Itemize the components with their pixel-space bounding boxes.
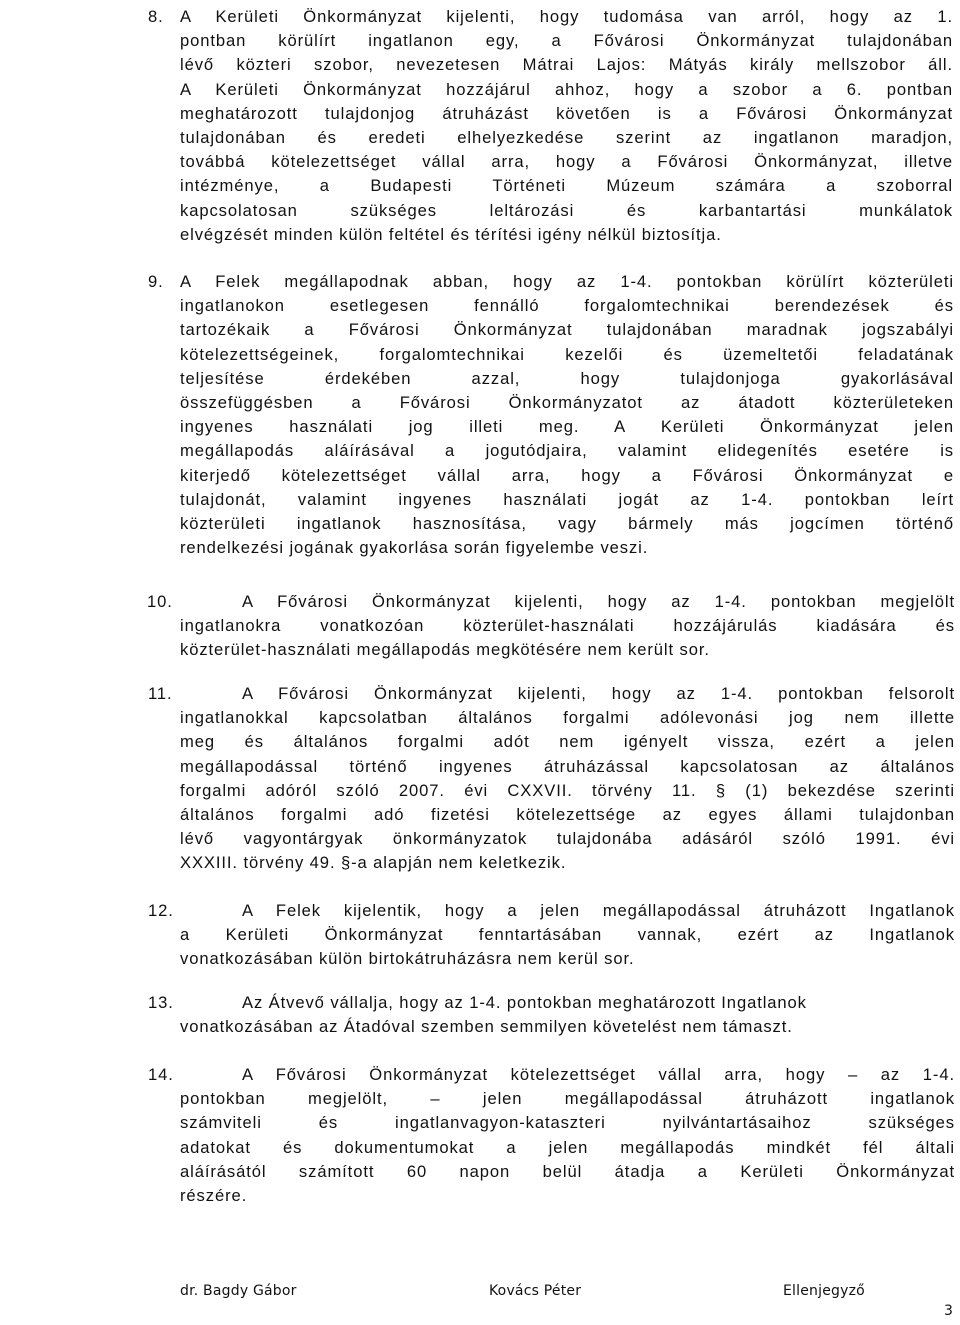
text-line: rendelkezési jogának gyakorlása során figyelembe veszi. — [180, 538, 649, 558]
paragraph-number: 9. — [148, 272, 164, 291]
text-line: ingatlanokra vonatkozóan közterület-használati hozzájárulás kiadására és — [180, 616, 955, 636]
text-line: pontban körülírt ingatlanon egy, a Fővárosi Önkormányzat tulajdonában — [180, 31, 953, 51]
paragraph-number: 13. — [148, 993, 174, 1012]
text-line: meghatározott tulajdonjog átruházást követően is a Fővárosi Önkormányzat — [180, 103, 953, 123]
text-line: A Kerületi Önkormányzat kijelenti, hogy tudomása van arról, hogy az 1. — [180, 7, 953, 26]
paragraph-number: 14. — [148, 1065, 174, 1084]
text-line: ingyenes használati jog illeti meg. A Kerületi Önkormányzat jelen — [180, 417, 954, 437]
paragraph-13 — [148, 991, 955, 1039]
text-line: általános forgalmi adó fizetési kötelezettsége az egyes állami tulajdonban — [180, 805, 955, 825]
text-line: A Fővárosi Önkormányzat kötelezettséget vállal arra, hogy – az 1-4. — [242, 1065, 955, 1084]
text-line: kiterjedő kötelezettséget vállal arra, hogy a Fővárosi Önkormányzat e — [180, 465, 954, 485]
text-line: vonatkozásában külön birtokátruházásra nem kerül sor. — [180, 949, 635, 969]
paragraph-9 — [148, 270, 954, 560]
text-line: közterület-használati megállapodás megkötésére nem került sor. — [180, 640, 710, 660]
text-line: kapcsolatosan szükséges leltározási és karbantartási munkálatok — [180, 200, 953, 220]
text-line: tartozékaik a Fővárosi Önkormányzat tulajdonában maradnak jogszabályi — [180, 320, 954, 340]
text-line: tulajdonát, valamint ingyenes használati jogát az 1-4. pontokban leírt — [180, 489, 954, 509]
text-line: megállapodás aláírásával a jogutódjaira, valamint elidegenítés esetére is — [180, 441, 954, 461]
text-line: A Fővárosi Önkormányzat kijelenti, hogy az 1-4. pontokban megjelölt — [242, 592, 955, 611]
paragraph-10 — [147, 590, 955, 663]
text-line: teljesítése érdekében azzal, hogy tulajdonjoga gyakorlásával — [180, 368, 954, 388]
paragraph-8 — [148, 5, 953, 247]
text-line: tulajdonában és eredeti elhelyezkedése szerint az ingatlanon maradjon, — [180, 128, 953, 148]
text-line: A Felek kijelentik, hogy a jelen megállapodással átruházott Ingatlanok — [242, 901, 955, 920]
text-line: XXXIII. törvény 49. §-a alapján nem keletkezik. — [180, 853, 567, 873]
text-line: meg és általános forgalmi adót nem igényelt vissza, ezért a jelen — [180, 732, 955, 752]
text-line: elvégzését minden külön feltétel és térítési igény nélkül biztosítja. — [180, 224, 722, 244]
text-line: összefüggésben a Fővárosi Önkormányzatot az átadott közterületeken — [180, 393, 954, 413]
paragraph-12 — [148, 899, 955, 972]
text-line: A Felek megállapodnak abban, hogy az 1-4. pontokban körülírt közterületi — [180, 272, 954, 291]
paragraph-number: 12. — [148, 901, 174, 920]
text-line: intézménye, a Budapesti Történeti Múzeum számára a szoborral — [180, 176, 953, 196]
text-line: forgalmi adóról szóló 2007. évi CXXVII. törvény 11. § (1) bekezdése szerinti — [180, 780, 955, 800]
text-line: pontokban megjelölt, – jelen megállapodással átruházott ingatlanok — [180, 1089, 955, 1109]
text-line: a Kerületi Önkormányzat fenntartásában vannak, ezért az Ingatlanok — [180, 925, 955, 945]
text-line: részére. — [180, 1186, 248, 1206]
paragraph-11 — [148, 682, 955, 876]
text-line: A Fővárosi Önkormányzat kijelenti, hogy az 1-4. pontokban felsorolt — [242, 684, 955, 703]
text-line: A Kerületi Önkormányzat hozzájárul ahhoz, hogy a szobor a 6. pontban — [180, 79, 953, 99]
text-line: lévő közteri szobor, nevezetesen Mátrai Lajos: Mátyás király mellszobor áll. — [180, 55, 953, 75]
page-number: 3 — [944, 1303, 953, 1319]
paragraph-number: 8. — [148, 7, 164, 26]
text-line: adatokat és dokumentumokat a jelen megállapodás mindkét fél általi — [180, 1137, 955, 1157]
text-line: lévő vagyontárgyak önkormányzatok tulajdonába adásáról szóló 1991. évi — [180, 829, 955, 849]
text-line: megállapodással történő ingyenes átruházással kapcsolatosan az általános — [180, 756, 955, 776]
text-line: ingatlanokkal kapcsolatban általános forgalmi adólevonási jog nem illette — [180, 708, 955, 728]
text-line: Az Átvevő vállalja, hogy az 1-4. pontokban meghatározott Ingatlanok — [242, 993, 807, 1012]
text-line: számviteli és ingatlanvagyon-kataszteri nyilvántartásaihoz szükséges — [180, 1113, 955, 1133]
text-line: ingatlanokon esetlegesen fennálló forgalomtechnikai berendezések és — [180, 296, 954, 316]
signature-left: dr. Bagdy Gábor — [180, 1283, 297, 1299]
paragraph-number: 11. — [148, 684, 173, 703]
signature-right: Ellenjegyző — [783, 1283, 865, 1299]
paragraph-number: 10. — [147, 592, 173, 611]
signature-middle: Kovács Péter — [489, 1283, 582, 1299]
text-line: vonatkozásában az Átadóval szemben semmilyen követelést nem támaszt. — [180, 1017, 793, 1037]
text-line: közterületi ingatlanok hasznosítása, vagy bármely más jogcímen történő — [180, 514, 954, 534]
text-line: továbbá kötelezettséget vállal arra, hogy a Fővárosi Önkormányzat, illetve — [180, 152, 953, 172]
text-line: aláírásától számított 60 napon belül átadja a Kerületi Önkormányzat — [180, 1161, 955, 1181]
text-line: kötelezettségeinek, forgalomtechnikai kezelői és üzemeltetői feladatának — [180, 344, 954, 364]
paragraph-14 — [148, 1063, 955, 1208]
